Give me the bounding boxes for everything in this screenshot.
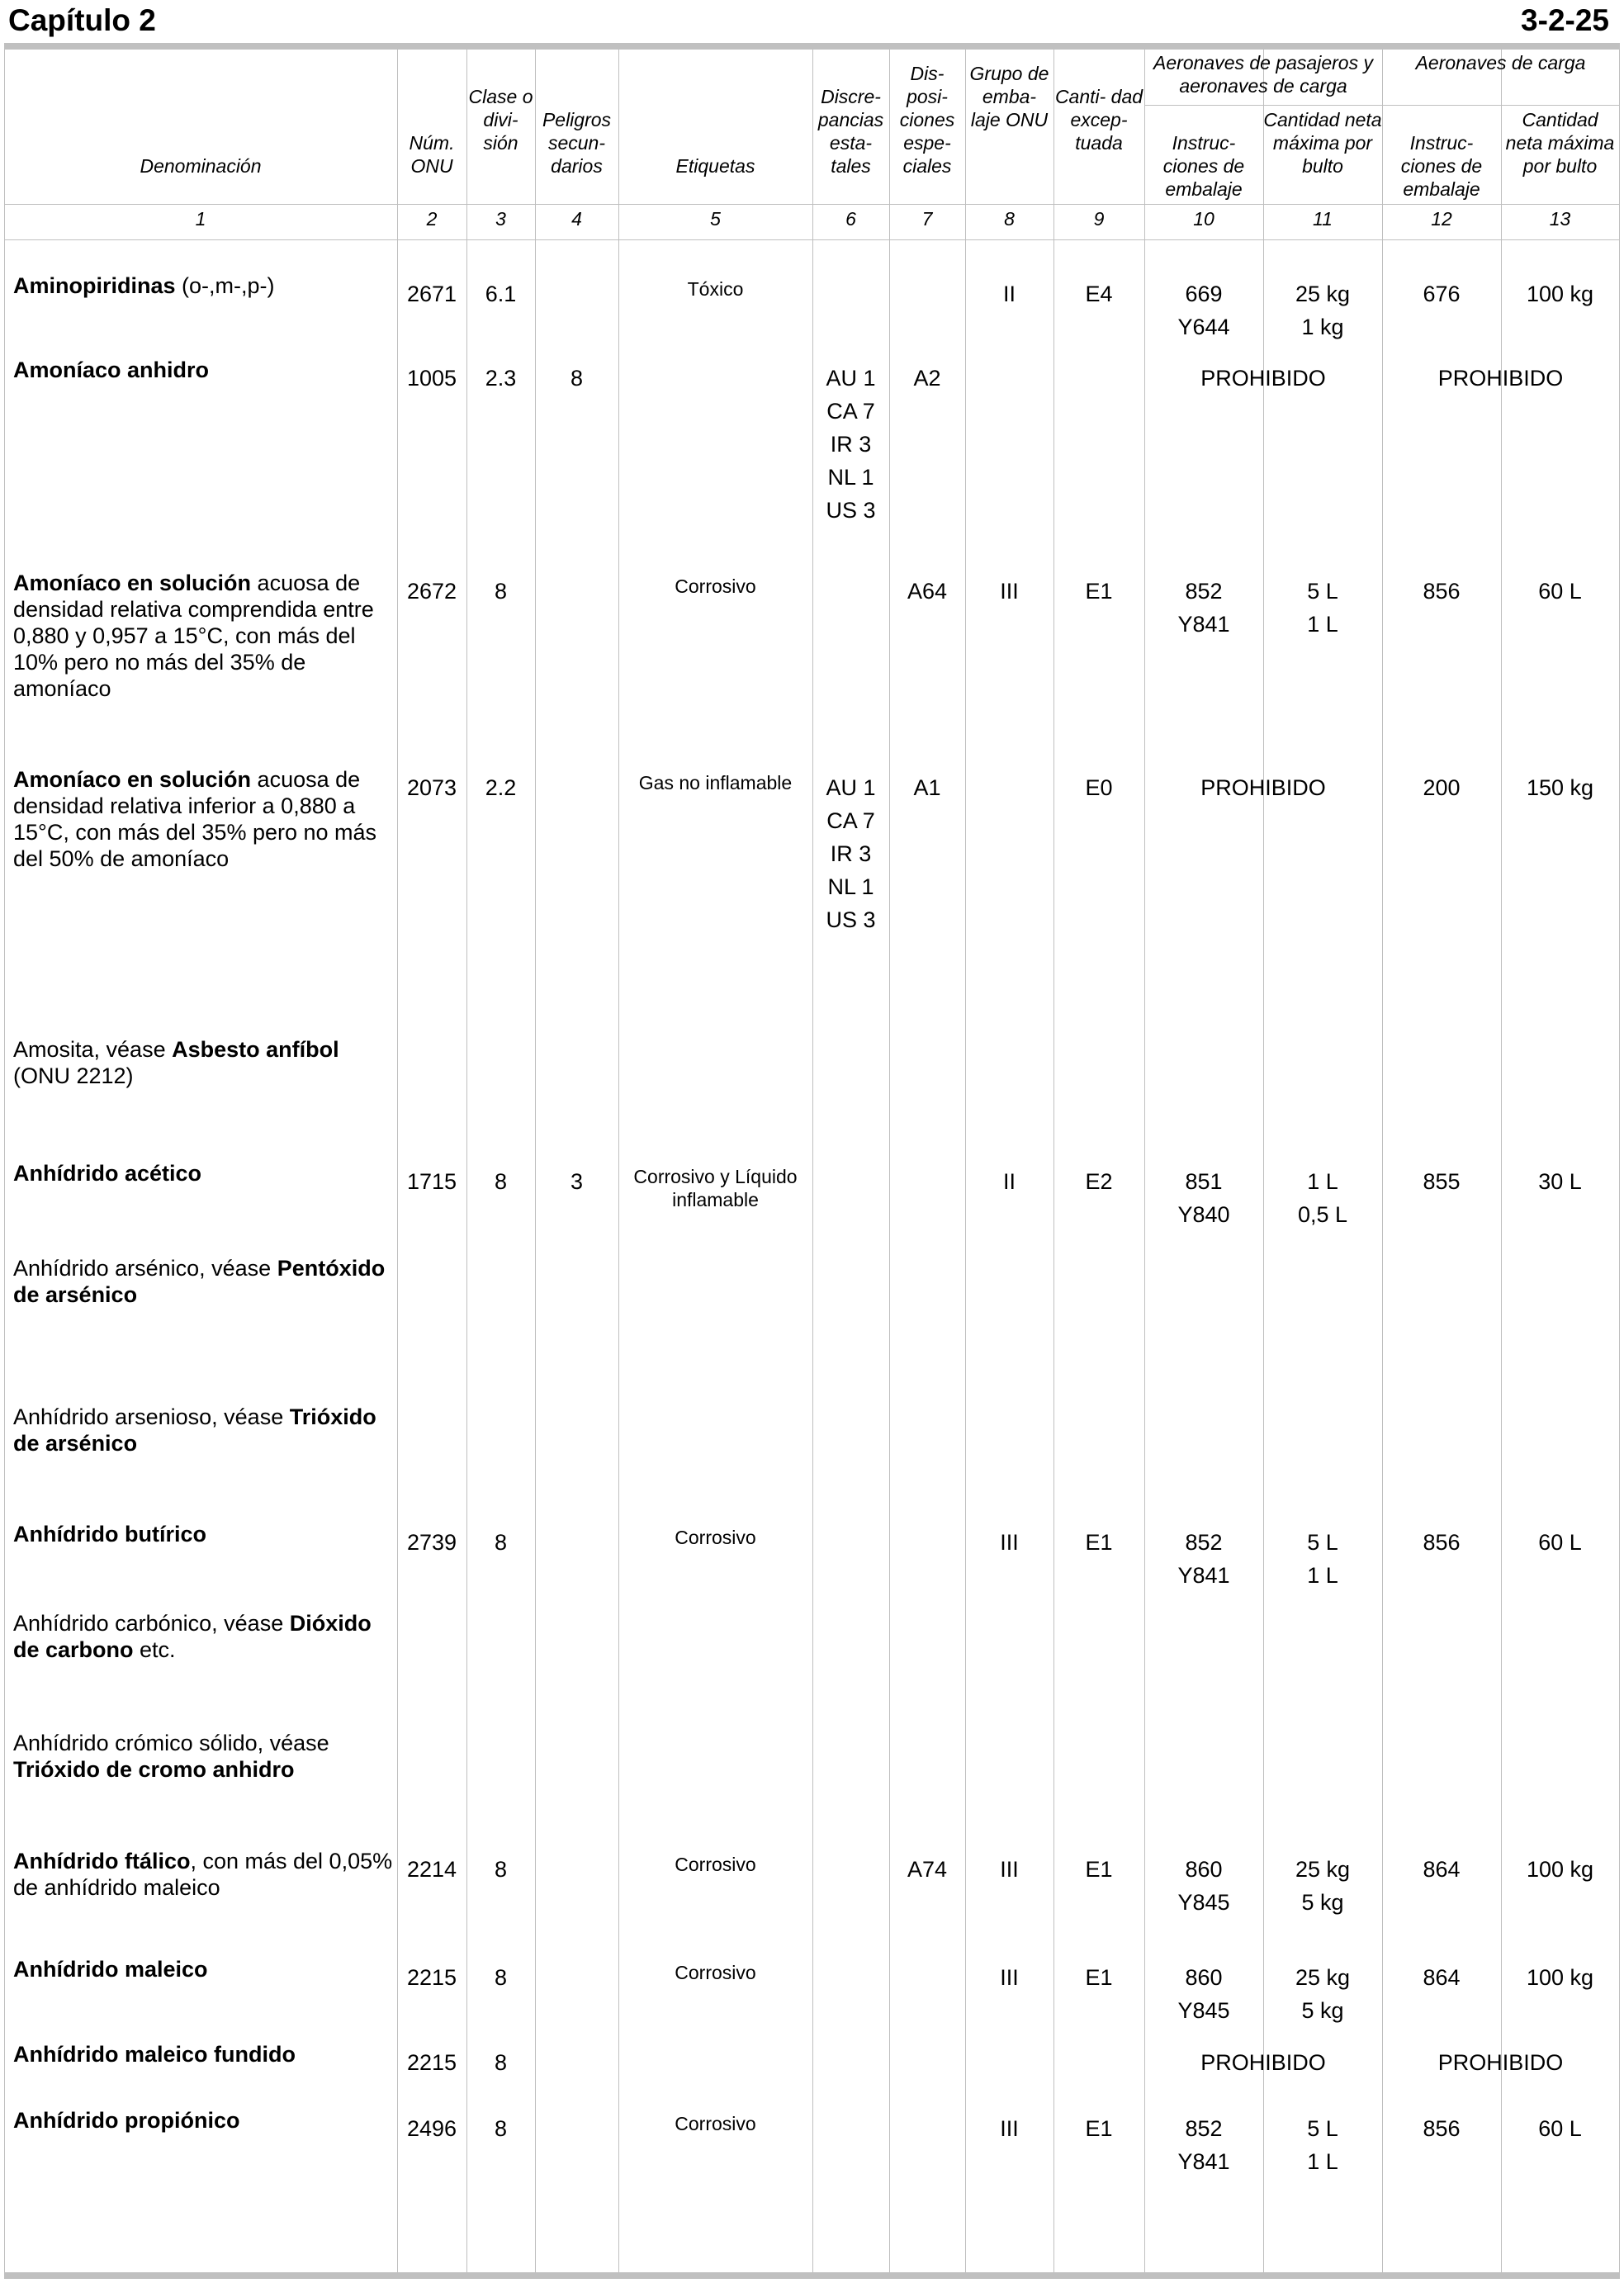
cargo-max-quantity: 100 kg [1526, 1965, 1594, 1990]
header-un-number: Núm. ONU [409, 132, 455, 177]
packing-instructions-value: Y840 [1177, 1202, 1230, 1227]
packing-instructions-value: Y845 [1177, 1998, 1230, 2023]
cargo-packing-instruction: 200 [1423, 775, 1461, 800]
substance-name [13, 1521, 393, 1547]
packing-group: III [1000, 579, 1019, 604]
substance-name [13, 1610, 393, 1663]
cargo-packing-instruction: 856 [1423, 2116, 1461, 2141]
column-number: 2 [426, 208, 438, 230]
special-provision: A1 [913, 775, 941, 800]
cargo-max-quantity: 150 kg [1526, 775, 1594, 800]
name-bold: Pentóxido [277, 1256, 386, 1281]
substance-name [13, 2107, 393, 2134]
name-suffix: acuosa de densidad relativa inferior a 0,880 a 15°C, con más del 35% pero no más del 50% de amoníaco [13, 767, 377, 871]
substance-name [13, 1848, 393, 1901]
packing-instructions [1144, 1526, 1263, 1592]
excepted-quantity: E1 [1085, 1857, 1113, 1882]
hazard-class: 8 [494, 1965, 508, 1990]
max-net-quantity-value: 1 L [1307, 1563, 1338, 1588]
hazard-label: Corrosivo [675, 2113, 756, 2134]
packing-instructions-value: 860 [1185, 1965, 1223, 1990]
substance-name [13, 357, 393, 383]
packing-instructions-value: 669 [1185, 282, 1223, 306]
top-rule [4, 43, 1620, 50]
packing-group: II [1002, 1169, 1016, 1194]
state-variations [812, 362, 889, 527]
cargo-max-quantity: 60 L [1538, 2116, 1582, 2141]
header-pax-packing-instructions: Instruc- ciones de embalaje [1162, 132, 1245, 200]
packing-instructions-value: Y841 [1177, 612, 1230, 637]
packing-instructions [1144, 1961, 1263, 2027]
max-net-quantity-value: 1 L [1307, 612, 1338, 637]
cargo-packing-instruction: 856 [1423, 579, 1461, 604]
name-suffix: acuosa de densidad relativa comprendida entre 0,880 y 0,957 a 15°C, con más del 10% pero no más del 35% de amoníaco [13, 571, 374, 701]
max-net-quantity-value: 5 L [1307, 579, 1338, 604]
cargo-max-quantity: 30 L [1538, 1169, 1582, 1194]
name-bold: Amoníaco en solución [13, 767, 252, 792]
packing-instructions-value: 852 [1185, 1530, 1223, 1555]
header-secondary-hazards: Peligros secun- darios [542, 109, 612, 177]
packing-instructions-value: 851 [1185, 1169, 1223, 1194]
max-net-quantity-value: 5 L [1307, 2116, 1338, 2141]
cargo-packing-instruction: 856 [1423, 1530, 1461, 1555]
column-number: 8 [1004, 208, 1015, 230]
substance-name [13, 272, 393, 299]
packing-instructions [1144, 575, 1263, 641]
packing-instructions-value: 852 [1185, 2116, 1223, 2141]
packing-instructions-value: 860 [1185, 1857, 1223, 1882]
cargo-forbidden: PROHIBIDO [1437, 366, 1564, 391]
substance-name [13, 1730, 393, 1783]
state-variations-value: US 3 [826, 498, 876, 523]
header-packing-group: Grupo de emba- laje ONU [969, 63, 1049, 130]
state-variations-value: CA 7 [826, 399, 875, 424]
name-bold: Amoníaco anhidro [13, 358, 210, 382]
header-labels: Etiquetas [675, 155, 755, 177]
substance-name [13, 570, 393, 702]
column-number: 13 [1549, 208, 1571, 230]
name-suffix: etc. [133, 1637, 176, 1662]
column-number: 4 [571, 208, 582, 230]
state-variations-value: NL 1 [827, 465, 874, 490]
max-net-quantity [1263, 2112, 1382, 2178]
name-prefix: Anhídrido carbónico, véase [13, 1611, 290, 1636]
name-bold: Anhídrido butírico [13, 1522, 206, 1546]
name-suffix: , con más del 0,05% de anhídrido maleico [13, 1849, 393, 1900]
excepted-quantity: E1 [1085, 1965, 1113, 1990]
name-bold: Amoníaco en solución [13, 571, 252, 595]
max-net-quantity-value: 25 kg [1295, 282, 1351, 306]
packing-instructions-value: 852 [1185, 579, 1223, 604]
state-variations-value: IR 3 [830, 841, 872, 866]
state-variations-value: IR 3 [830, 432, 872, 457]
cargo-packing-instruction: 855 [1423, 1169, 1461, 1194]
name-bold: Trióxido de arsénico [13, 1404, 376, 1456]
column-number: 1 [195, 208, 206, 230]
hazard-label: Tóxico [687, 278, 744, 300]
max-net-quantity-value: 1 L [1307, 1169, 1338, 1194]
header-excepted-quantity: Canti- dad excep- tuada [1054, 86, 1143, 154]
cargo-max-quantity: 100 kg [1526, 282, 1594, 306]
header-denominacion: Denominación [140, 155, 262, 177]
cargo-max-quantity: 100 kg [1526, 1857, 1594, 1882]
name-suffix: (o-,m-,p-) [175, 273, 275, 298]
state-variations-value: AU 1 [826, 775, 876, 800]
packing-group: II [1002, 282, 1016, 306]
name-bold-continued: de arsénico [13, 1282, 138, 1307]
header-special-provisions: Dis- posi- ciones espe- ciales [899, 63, 955, 177]
header-cao-packing-instructions: Instruc- ciones de embalaje [1400, 132, 1483, 200]
hazard-class: 8 [494, 579, 508, 604]
name-suffix: (ONU 2212) [13, 1063, 134, 1088]
un-number: 1005 [406, 366, 457, 391]
packing-instructions-value: Y841 [1177, 2149, 1230, 2174]
packing-group: III [1000, 2116, 1019, 2141]
max-net-quantity-value: 5 kg [1301, 1890, 1344, 1915]
header-pax-max-net-qty: Cantidad neta máxima por bulto [1263, 109, 1382, 177]
name-bold: Dióxido de carbono [13, 1611, 372, 1662]
excepted-quantity: E2 [1085, 1169, 1113, 1194]
un-number: 2496 [406, 2116, 457, 2141]
substance-name [13, 1404, 393, 1456]
column-number: 7 [921, 208, 933, 230]
un-number: 2214 [406, 1857, 457, 1882]
name-bold: Anhídrido propiónico [13, 2108, 240, 2133]
name-bold: Aminopiridinas [13, 273, 176, 298]
substance-name [13, 1255, 393, 1308]
hazard-class: 8 [494, 2116, 508, 2141]
substance-name [13, 2041, 393, 2067]
hazard-label: Corrosivo [675, 1962, 756, 1983]
special-provision: A64 [907, 579, 948, 604]
state-variations-value: US 3 [826, 907, 876, 932]
special-provision: A74 [907, 1857, 948, 1882]
state-variations-value: CA 7 [826, 808, 875, 833]
hazard-class: 8 [494, 2050, 508, 2075]
cargo-packing-instruction: 676 [1423, 282, 1461, 306]
max-net-quantity-value: 0,5 L [1297, 1202, 1348, 1227]
un-number: 1715 [406, 1169, 457, 1194]
cargo-packing-instruction: 864 [1423, 1857, 1461, 1882]
packing-instructions [1144, 1853, 1263, 1919]
excepted-quantity: E4 [1085, 282, 1113, 306]
column-number: 10 [1193, 208, 1214, 230]
header-cao-max-net-qty: Cantidad neta máxima por bulto [1505, 109, 1615, 177]
name-bold: Asbesto anfíbol [172, 1037, 339, 1062]
name-bold: Anhídrido acético [13, 1161, 202, 1186]
excepted-quantity: E1 [1085, 579, 1113, 604]
packing-instructions [1144, 277, 1263, 343]
max-net-quantity [1263, 1961, 1382, 2027]
header-state-variations: Discre- pancias esta- tales [817, 86, 884, 177]
bottom-rule [4, 2272, 1620, 2279]
max-net-quantity [1263, 575, 1382, 641]
hazard-label: Corrosivo [675, 1854, 756, 1875]
state-variations-value: NL 1 [827, 874, 874, 899]
max-net-quantity [1263, 277, 1382, 343]
header-passenger-cargo-group: Aeronaves de pasajeros y aeronaves de carga [1153, 52, 1373, 97]
substance-name [13, 1160, 393, 1186]
name-bold: Anhídrido ftálico [13, 1849, 191, 1873]
passenger-forbidden: PROHIBIDO [1200, 775, 1326, 800]
name-bold: Trióxido de cromo anhidro [13, 1757, 295, 1782]
un-number: 2739 [406, 1530, 457, 1555]
un-number: 2073 [406, 775, 457, 800]
name-bold: Anhídrido maleico fundido [13, 2042, 296, 2067]
hazard-class: 2.3 [485, 366, 517, 391]
max-net-quantity-value: 25 kg [1295, 1965, 1351, 1990]
packing-group: III [1000, 1857, 1019, 1882]
hazard-class: 8 [494, 1169, 508, 1194]
chapter-title: Capítulo 2 [8, 3, 156, 37]
max-net-quantity-value: 1 kg [1301, 315, 1344, 339]
passenger-forbidden: PROHIBIDO [1200, 2050, 1326, 2075]
special-provision: A2 [913, 366, 941, 391]
max-net-quantity-value: 5 kg [1301, 1998, 1344, 2023]
packing-instructions-value: Y841 [1177, 1563, 1230, 1588]
substance-name [13, 766, 393, 872]
un-number: 2672 [406, 579, 457, 604]
un-number: 2215 [406, 1965, 457, 1990]
max-net-quantity [1263, 1853, 1382, 1919]
hazard-class: 2.2 [485, 775, 517, 800]
packing-instructions-value: Y845 [1177, 1890, 1230, 1915]
excepted-quantity: E0 [1085, 775, 1113, 800]
header-cargo-group: Aeronaves de carga [1415, 52, 1586, 73]
max-net-quantity [1263, 1526, 1382, 1592]
hazard-label: Corrosivo [675, 575, 756, 597]
name-bold: Anhídrido maleico [13, 1957, 208, 1982]
column-number: 11 [1313, 208, 1333, 230]
passenger-forbidden: PROHIBIDO [1200, 366, 1326, 391]
packing-instructions [1144, 1165, 1263, 1231]
max-net-quantity-value: 5 L [1307, 1530, 1338, 1555]
cargo-max-quantity: 60 L [1538, 579, 1582, 604]
column-number: 12 [1431, 208, 1452, 230]
packing-instructions-value: Y644 [1177, 315, 1230, 339]
max-net-quantity [1263, 1165, 1382, 1231]
hazard-class: 8 [494, 1857, 508, 1882]
name-prefix: Anhídrido arsenioso, véase [13, 1404, 290, 1429]
excepted-quantity: E1 [1085, 1530, 1113, 1555]
packing-instructions [1144, 2112, 1263, 2178]
name-prefix: Anhídrido crómico sólido, véase [13, 1731, 329, 1755]
page-header [7, 0, 1617, 41]
hazard-label: Corrosivo y Líquido inflamable [633, 1166, 798, 1210]
max-net-quantity-value: 1 L [1307, 2149, 1338, 2174]
column-number: 9 [1093, 208, 1105, 230]
state-variations-value: AU 1 [826, 366, 876, 391]
state-variations [812, 771, 889, 936]
column-number: 5 [710, 208, 721, 230]
un-number: 2671 [406, 282, 457, 306]
name-prefix: Anhídrido arsénico, véase [13, 1256, 277, 1281]
column-number: 3 [495, 208, 506, 230]
excepted-quantity: E1 [1085, 2116, 1113, 2141]
un-number: 2215 [406, 2050, 457, 2075]
secondary-hazard: 8 [570, 366, 584, 391]
cargo-max-quantity: 60 L [1538, 1530, 1582, 1555]
header-class: Clase o divi- sión [468, 86, 533, 154]
hazard-class: 8 [494, 1530, 508, 1555]
hazard-label: Corrosivo [675, 1527, 756, 1548]
packing-group: III [1000, 1530, 1019, 1555]
column-number: 6 [845, 208, 856, 230]
cargo-packing-instruction: 864 [1423, 1965, 1461, 1990]
max-net-quantity-value: 25 kg [1295, 1857, 1351, 1882]
substance-name [13, 1956, 393, 1982]
name-prefix: Amosita, véase [13, 1037, 173, 1062]
hazard-label: Gas no inflamable [638, 772, 793, 793]
secondary-hazard: 3 [570, 1169, 584, 1194]
page-number: 3-2-25 [1521, 3, 1609, 37]
hazard-class: 6.1 [485, 282, 517, 306]
substance-name [13, 1036, 393, 1089]
cargo-forbidden: PROHIBIDO [1437, 2050, 1564, 2075]
packing-group: III [1000, 1965, 1019, 1990]
